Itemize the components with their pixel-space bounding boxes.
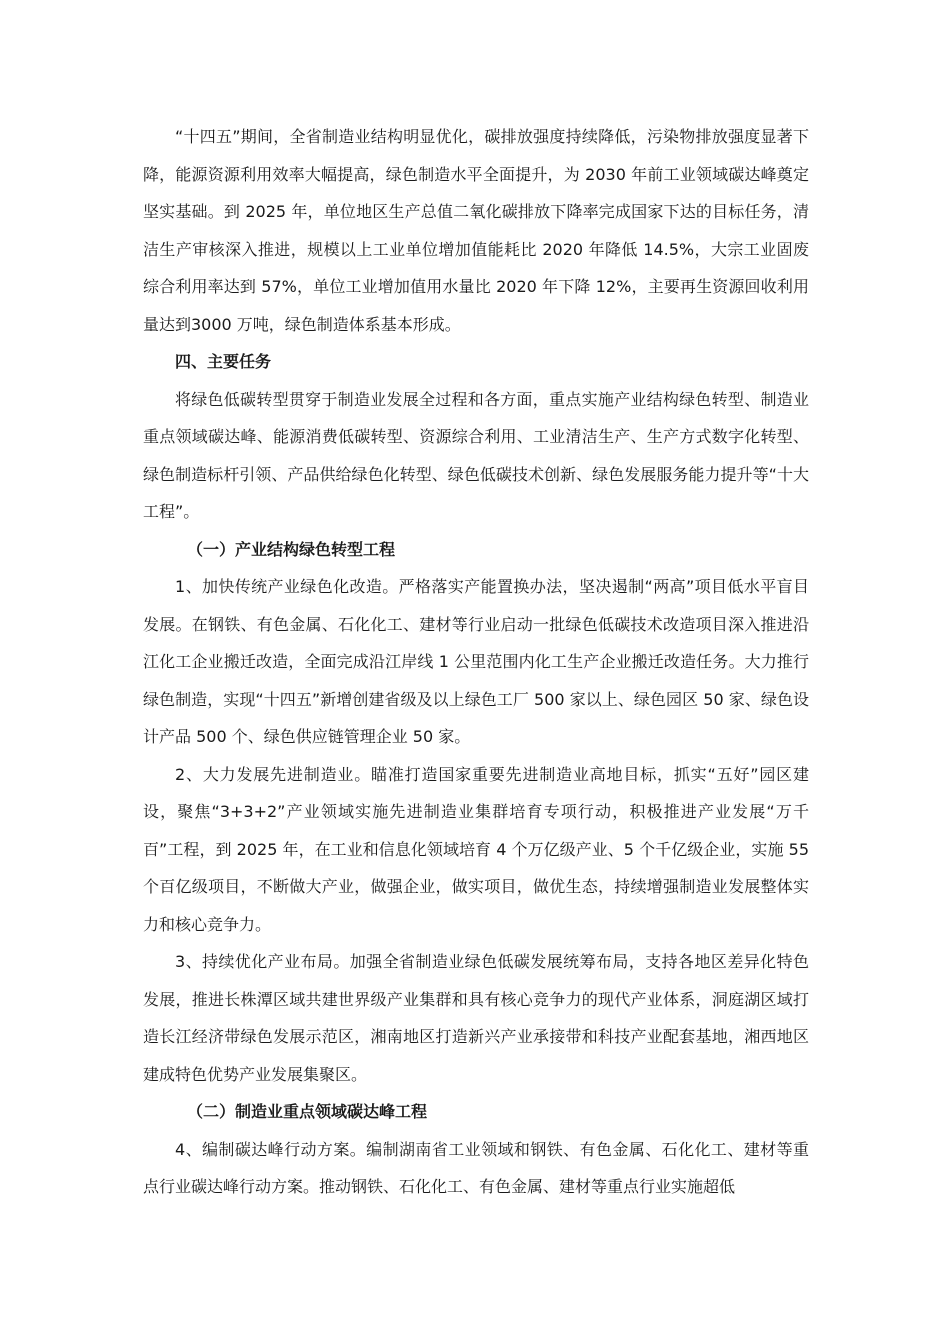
paragraph-main-tasks-intro: 将绿色低碳转型贯穿于制造业发展全过程和各方面，重点实施产业结构绿色转型、制造业重点领域碳达峰、能源消费低碳转型、资源综合利用、工业清洁生产、生产方式数字化转型、绿色制造标杆引领、产品供给绿色化转型、绿色低碳技术创新、绿色发展服务能力提升等“十大工程”。: [143, 389, 809, 521]
paragraph-item-4: 4、编制碳达峰行动方案。编制湖南省工业领域和钢铁、有色金属、石化化工、建材等重点行业碳达峰行动方案。推动钢铁、石化化工、有色金属、建材等重点行业实施超低: [143, 1139, 809, 1196]
subheading-industrial-structure: （一）产业结构绿色转型工程: [187, 539, 396, 559]
subheading-carbon-peak: （二）制造业重点领域碳达峰工程: [187, 1102, 428, 1121]
paragraph-item-2: 2、大力发展先进制造业。瞄准打造国家重要先进制造业高地目标，抓实“五好”园区建设，聚焦“3+3+2”产业领域实施先进制造业集群培育专项行动，积极推进产业发展“万千百”工程，到 2025 年，在工业和信息化领域培育 4 个万亿级产业、5 个千亿级企业，实施 55 个百亿级项目，不断做大产业，做强企业，做实项目，做优生态，持续增强制造业发展整体实力和核心竞争力。: [143, 764, 809, 934]
paragraph-targets: “十四五”期间，全省制造业结构明显优化，碳排放强度持续降低，污染物排放强度显著下降，能源资源利用效率大幅提高，绿色制造水平全面提升，为 2030 年前工业领域碳达峰奠定坚实基础。到 2025 年，单位地区生产总值二氧化碳排放下降率完成国家下达的目标任务，清洁生产审核深入推进，规模以上工业单位增加值能耗比 2020 年降低 14.5%，大宗工业固废综合利用率达到 57%，单位工业增加值用水量比 2020 年下降 12%，主要再生资源回收利用量达到3000 万吨，绿色制造体系基本形成。: [143, 127, 809, 334]
section-heading-main-tasks: 四、主要任务: [175, 352, 272, 371]
paragraph-item-1: 1、加快传统产业绿色化改造。严格落实产能置换办法，坚决遏制“两高”项目低水平盲目发展。在钢铁、有色金属、石化化工、建材等行业启动一批绿色低碳技术改造项目深入推进沿江化工企业搬迁改造，全面完成沿江岸线 1 公里范围内化工生产企业搬迁改造任务。大力推行绿色制造，实现“十四五”新增创建省级及以上绿色工厂 500 家以上、绿色园区 50 家、绿色设计产品 500 个、绿色供应链管理企业 50 家。: [143, 577, 809, 746]
document-body: [143, 118, 809, 1206]
paragraph-item-3: 3、持续优化产业布局。加强全省制造业绿色低碳发展统筹布局，支持各地区差异化特色发展，推进长株潭区域共建世界级产业集群和具有核心竞争力的现代产业体系，洞庭湖区域打造长江经济带绿色发展示范区，湘南地区打造新兴产业承接带和科技产业配套基地，湘西地区建成特色优势产业发展集聚区。: [143, 952, 809, 1084]
